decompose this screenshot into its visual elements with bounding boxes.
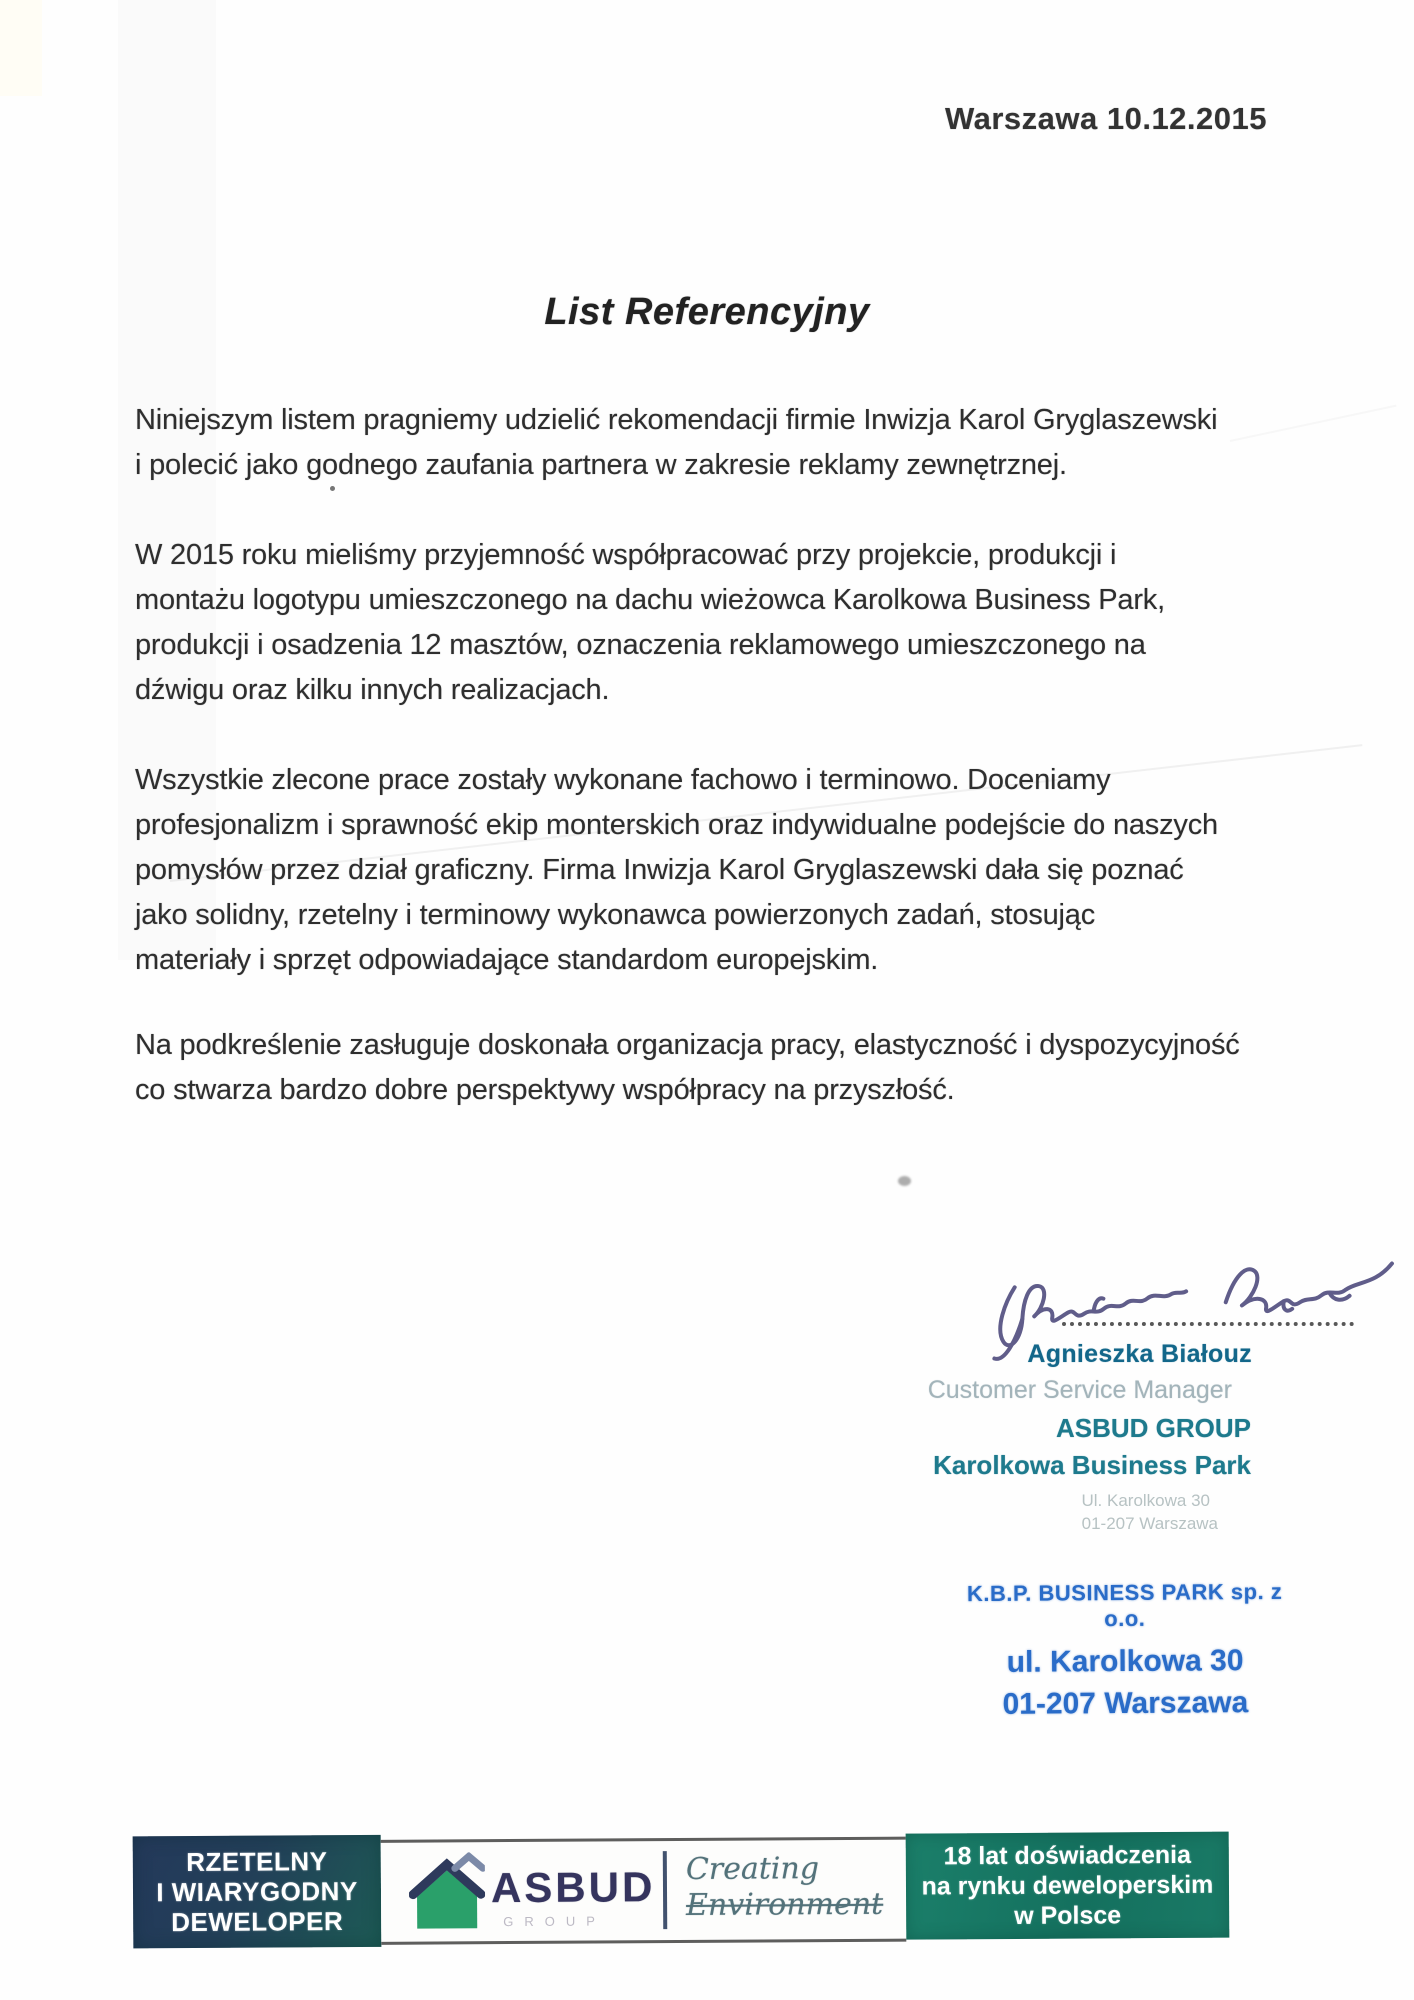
badge-right-line: na rynku deweloperskim	[921, 1870, 1214, 1901]
paragraph-line: produkcji i osadzenia 12 masztów, oznaczenia reklamowego umieszczonego na	[135, 629, 1146, 661]
asbud-logo-subtext: GROUP	[503, 1913, 606, 1930]
tagline-line: Creating	[685, 1851, 820, 1887]
paragraph-line: co stwarza bardzo dobre perspektywy współpracy na przyszłość.	[135, 1074, 955, 1106]
company-stamp	[955, 1579, 1296, 1722]
stamp-street: ul. Karolkowa 30	[1006, 1644, 1244, 1679]
asbud-house-icon	[409, 1852, 485, 1932]
paragraph	[135, 398, 1275, 488]
asbud-logo-section	[381, 1837, 907, 1945]
asbud-tagline	[686, 1852, 884, 1925]
letter-date: Warszawa 10.12.2015	[944, 101, 1267, 136]
logo-divider	[663, 1851, 667, 1929]
paragraph	[135, 1023, 1275, 1113]
paragraph-line: Na podkreślenie zasługuje doskonała organizacja pracy, elastyczność i dyspozycyjność	[135, 1029, 1240, 1061]
stamp-company-name: K.B.P. BUSINESS PARK sp. z o.o.	[966, 1578, 1283, 1632]
letter-title: List Referencyjny	[544, 291, 870, 333]
badge-left-line: RZETELNY	[186, 1846, 328, 1878]
footer-banner	[133, 1830, 1230, 1949]
signatory-company: ASBUD GROUP	[1055, 1413, 1251, 1443]
badge-left-line: I WIARYGODNY	[156, 1875, 358, 1908]
paragraph-line: profesjonalizm i sprawność ekip monterskich oraz indywidualne podejście do naszych	[135, 809, 1218, 841]
signature-dotted-line	[1062, 1300, 1354, 1326]
tagline-line: Environment	[685, 1886, 884, 1923]
signatory-address-line2: 01-207 Warszawa	[1081, 1514, 1218, 1533]
paragraph-line: materiały i sprzęt odpowiadające standardom europejskim.	[135, 944, 879, 976]
paragraph-line: pomysłów przez dział graficzny. Firma Inwizja Karol Gryglaszewski dała się poznać	[135, 854, 1184, 886]
signatory-block	[860, 1340, 1260, 1534]
signatory-building: Karolkowa Business Park	[933, 1450, 1251, 1480]
asbud-logo-text: ASBUD	[490, 1863, 656, 1912]
paragraph-line: W 2015 roku mieliśmy przyjemność współpracować przy projekcie, produkcji i	[135, 539, 1117, 571]
experience-badge	[906, 1832, 1230, 1940]
badge-left-line: DEWELOPER	[171, 1906, 344, 1938]
badge-right-line: 18 lat doświadczenia	[943, 1840, 1192, 1871]
paragraph-line: Niniejszym listem pragniemy udzielić rekomendacji firmie Inwizja Karol Gryglaszewski	[135, 404, 1218, 436]
signatory-name: Agnieszka Białouz	[1027, 1340, 1252, 1368]
signatory-role: Customer Service Manager	[927, 1376, 1232, 1404]
letter-body	[135, 398, 1275, 1113]
stamp-city: 01-207 Warszawa	[1002, 1686, 1249, 1721]
badge-right-line: w Polsce	[1014, 1901, 1122, 1930]
signatory-address-line1: Ul. Karolkowa 30	[1081, 1491, 1210, 1510]
scan-speck	[898, 1176, 911, 1186]
paragraph-line: jako solidny, rzetelny i terminowy wykonawca powierzonych zadań, stosując	[135, 899, 1096, 931]
scan-corner-tint	[0, 0, 42, 96]
paragraph-line: montażu logotypu umieszczonego na dachu wieżowca Karolkowa Business Park,	[135, 584, 1165, 616]
paragraph	[135, 758, 1275, 983]
reliable-developer-badge	[133, 1835, 382, 1949]
paragraph-line: Wszystkie zlecone prace zostały wykonane fachowo i terminowo. Doceniamy	[135, 764, 1111, 796]
paragraph	[135, 533, 1275, 713]
paragraph-line: dźwigu oraz kilku innych realizacjach.	[135, 674, 610, 706]
paragraph-line: i polecić jako godnego zaufania partnera w zakresie reklamy zewnętrznej.	[135, 449, 1067, 481]
